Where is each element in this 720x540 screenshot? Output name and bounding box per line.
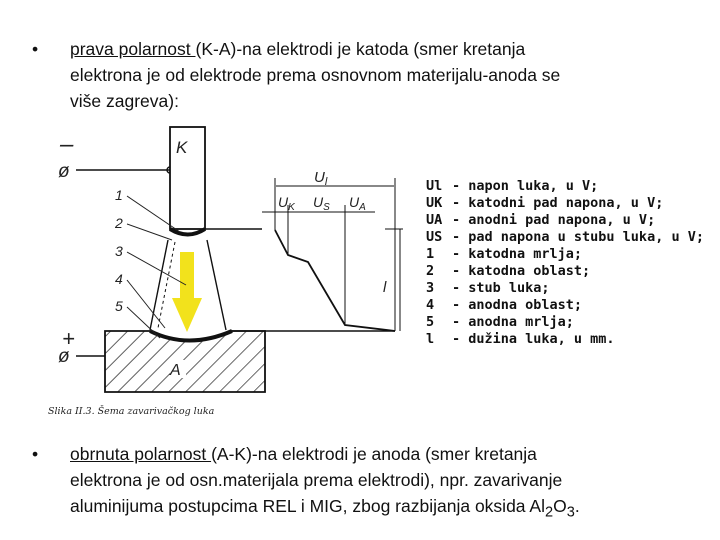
anode-label: A	[170, 362, 181, 379]
label-1: 1	[115, 187, 123, 203]
bullet2-line2: elektrona je od osn.materijala prema elektrodi), npr. zavarivanje	[70, 470, 563, 490]
subscript-3: 3	[566, 504, 575, 521]
bullet1-line1-rest: (K-A)-na elektrodi je katoda (smer kretanja	[195, 39, 526, 59]
bullet2-line1-rest: (A-K)-na elektrodi je anoda (smer kretanja	[211, 444, 537, 464]
legend-sym-5: 2	[426, 263, 435, 279]
legend-sym-1: UK	[426, 195, 443, 211]
column-drop-label: $U_S$	[313, 194, 330, 213]
label-3: 3	[115, 243, 123, 259]
legend-text-8: - anodna mrlja;	[452, 314, 574, 330]
legend-text-0: - napon luka, u V;	[452, 178, 599, 194]
legend-sym-3: US	[426, 229, 443, 245]
legend-text-2: - anodni pad napona, u V;	[452, 212, 656, 228]
cathode-terminal-symbol: ø	[58, 161, 70, 182]
subscript-2: 2	[545, 504, 554, 521]
legend-sym-6: 3	[426, 280, 435, 296]
bullet-marker: •	[32, 444, 39, 464]
arc-length-label: l	[383, 279, 387, 296]
legend-sym-9: l	[426, 331, 435, 347]
minus-sign: –	[60, 131, 74, 158]
oxygen-symbol: O	[553, 496, 567, 516]
voltage-distribution	[205, 178, 403, 331]
legend-text-7: - anodna oblast;	[452, 297, 583, 313]
plus-sign: +	[62, 326, 75, 351]
legend-sym-2: UA	[426, 212, 443, 228]
arc-inner	[158, 242, 175, 328]
label-5: 5	[115, 298, 123, 314]
label-4: 4	[115, 271, 123, 287]
anode-terminal-symbol: ø	[58, 346, 70, 367]
label-2: 2	[115, 215, 123, 231]
legend-sym-0: Ul	[426, 178, 443, 194]
legend-text-6: - stub luka;	[452, 280, 550, 296]
cathode-drop-label: $U_K$	[278, 194, 295, 213]
cathode-label: K	[176, 138, 188, 157]
legend-sym-7: 4	[426, 297, 435, 313]
period: .	[574, 496, 580, 516]
figure-caption: Slika II.3. Šema zavarivačkog luka	[48, 406, 215, 417]
bullet1-line2: elektrona je od elektrode prema osnovnom materijalu-anoda se	[70, 65, 561, 85]
legend-text-4: - katodna mrlja;	[452, 246, 583, 262]
legend-text-9: - dužina luka, u mm.	[452, 331, 615, 347]
legend-sym-4: 1	[426, 246, 435, 262]
legend-text-3: - pad napona u stubu luka, u V;	[452, 229, 704, 245]
bullet2-line3	[70, 493, 580, 526]
term-reverse-polarity: obrnuta polarnost	[70, 444, 212, 464]
region-number-labels	[114, 187, 123, 314]
legend-text-1: - katodni pad napona, u V;	[452, 195, 664, 211]
electron-flow-arrow	[172, 252, 202, 332]
anode-drop-label: $U_A$	[349, 194, 366, 213]
legend	[426, 178, 704, 347]
arc-voltage-label: $U_l$	[314, 169, 328, 188]
term-straight-polarity: prava polarnost	[70, 39, 196, 59]
legend-sym-8: 5	[426, 314, 435, 330]
legend-text-5: - katodna oblast;	[452, 263, 591, 279]
bullet2-line3-text: aluminijuma postupcima REL i MIG, zbog razbijanja oksida Al	[70, 496, 545, 516]
bullet2-line1	[70, 441, 537, 467]
bullet1-line3: više zagreva):	[70, 91, 179, 111]
bullet-marker: •	[32, 39, 39, 59]
